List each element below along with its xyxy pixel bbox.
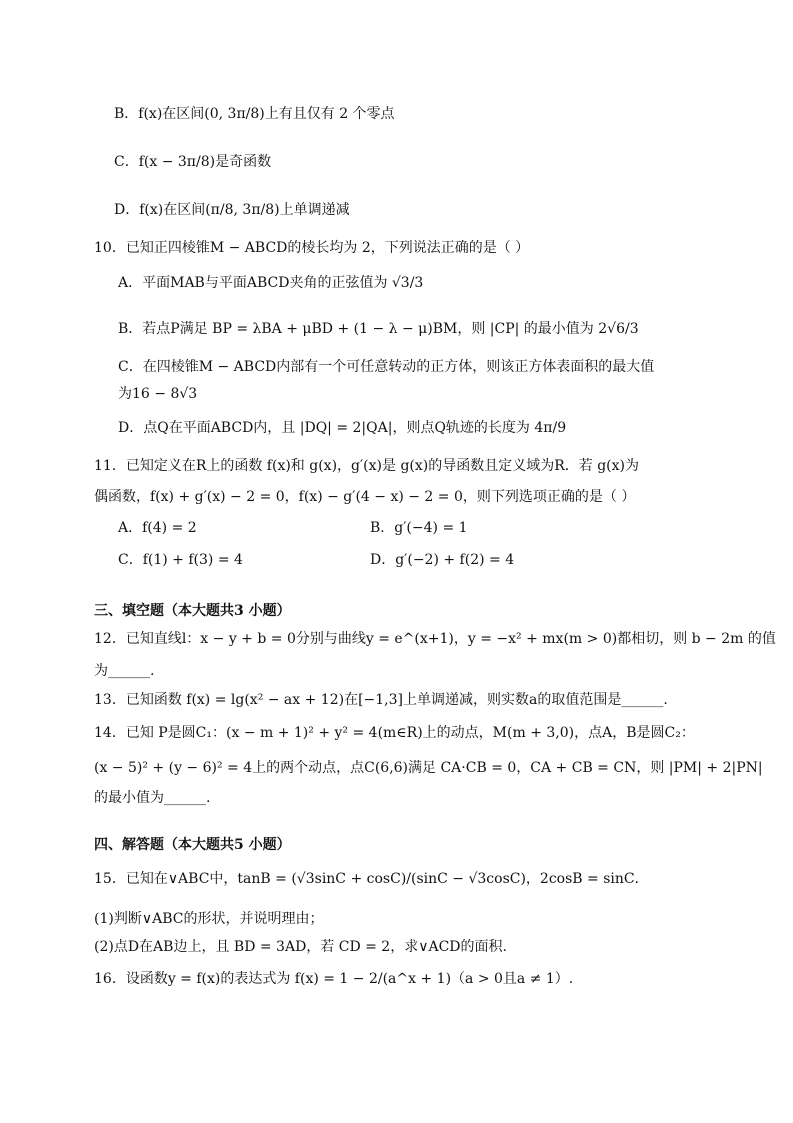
l24: (1)判断∨ABC的形状，并说明理由； [94, 911, 324, 927]
l9: 11．已知定义在R上的函数 f(x)和 g(x)，g′(x)是 g(x)的导函数且定义域为R．若 g(x)为 [94, 458, 640, 474]
l14: D．g′(−2) + f(2) = 4 [370, 552, 515, 568]
l25: (2)点D在AB边上，且 BD = 3AD，若 CD = 2，求∨ACD的面积. [94, 939, 507, 955]
l22: 四、解答题（本大题共5 小题） [94, 837, 291, 853]
l6: C．在四棱锥M − ABCD内部有一个可任意转动的正方体，则该正方体表面积的最大值 [118, 359, 655, 375]
l20: (x − 5)² + (y − 6)² = 4上的两个动点，点C(6,6)满足 CA·CB = 0，CA + CB = CN，则 |PM| + 2|PN| [94, 760, 763, 776]
l16: 12．已知直线l：x − y + b = 0分别与曲线y = e^(x+1)，y = −x² + mx(m > 0)都相切，则 b − 2m 的值 [94, 631, 776, 647]
l26: 16．设函数y = f(x)的表达式为 f(x) = 1 − 2/(a^x + 1)（a > 0且a ≠ 1）. [94, 971, 574, 987]
l1: C．f(x − 3π/8)是奇函数 [114, 154, 272, 170]
l4: A．平面MAB与平面ABCD夹角的正弦值为 √3/3 [118, 275, 424, 291]
l5: B．若点P满足 BP = λBA + μBD + (1 − λ − μ)BM，则 |CP| 的最小值为 2√6/3 [118, 321, 639, 337]
l2: D．f(x)在区间(π/8, 3π/8)上单调递减 [114, 202, 350, 218]
l13: C．f(1) + f(3) = 4 [118, 552, 243, 568]
l12: B．g′(−4) = 1 [370, 520, 468, 536]
l19: 14．已知 P是圆C₁：(x − m + 1)² + y² = 4(m∈R)上的动点，M(m + 3,0)，点A，B是圆C₂： [94, 725, 695, 741]
l17: 为______. [94, 663, 155, 679]
l21: 的最小值为______. [94, 790, 211, 806]
l0: B．f(x)在区间(0, 3π/8)上有且仅有 2 个零点 [114, 106, 395, 122]
l11: A．f(4) = 2 [118, 520, 197, 536]
l7: 为16 − 8√3 [118, 386, 198, 402]
l8: D．点Q在平面ABCD内，且 |DQ| = 2|QA|，则点Q轨迹的长度为 4π/9 [118, 420, 567, 436]
l23: 15．已知在∨ABC中，tanB = (√3sinC + cosC)/(sinC − √3cosC)，2cosB = sinC． [94, 871, 649, 887]
l3: 10．已知正四棱锥M − ABCD的棱长均为 2，下列说法正确的是（ ） [94, 240, 530, 256]
l18: 13．已知函数 f(x) = lg(x² − ax + 12)在[−1,3]上单调递减，则实数a的取值范围是______. [94, 692, 668, 708]
l15: 三、填空题（本大题共3 小题） [94, 603, 291, 619]
l10: 偶函数，f(x) + g′(x) − 2 = 0，f(x) − g′(4 − x) − 2 = 0，则下列选项正确的是（ ） [94, 489, 636, 505]
